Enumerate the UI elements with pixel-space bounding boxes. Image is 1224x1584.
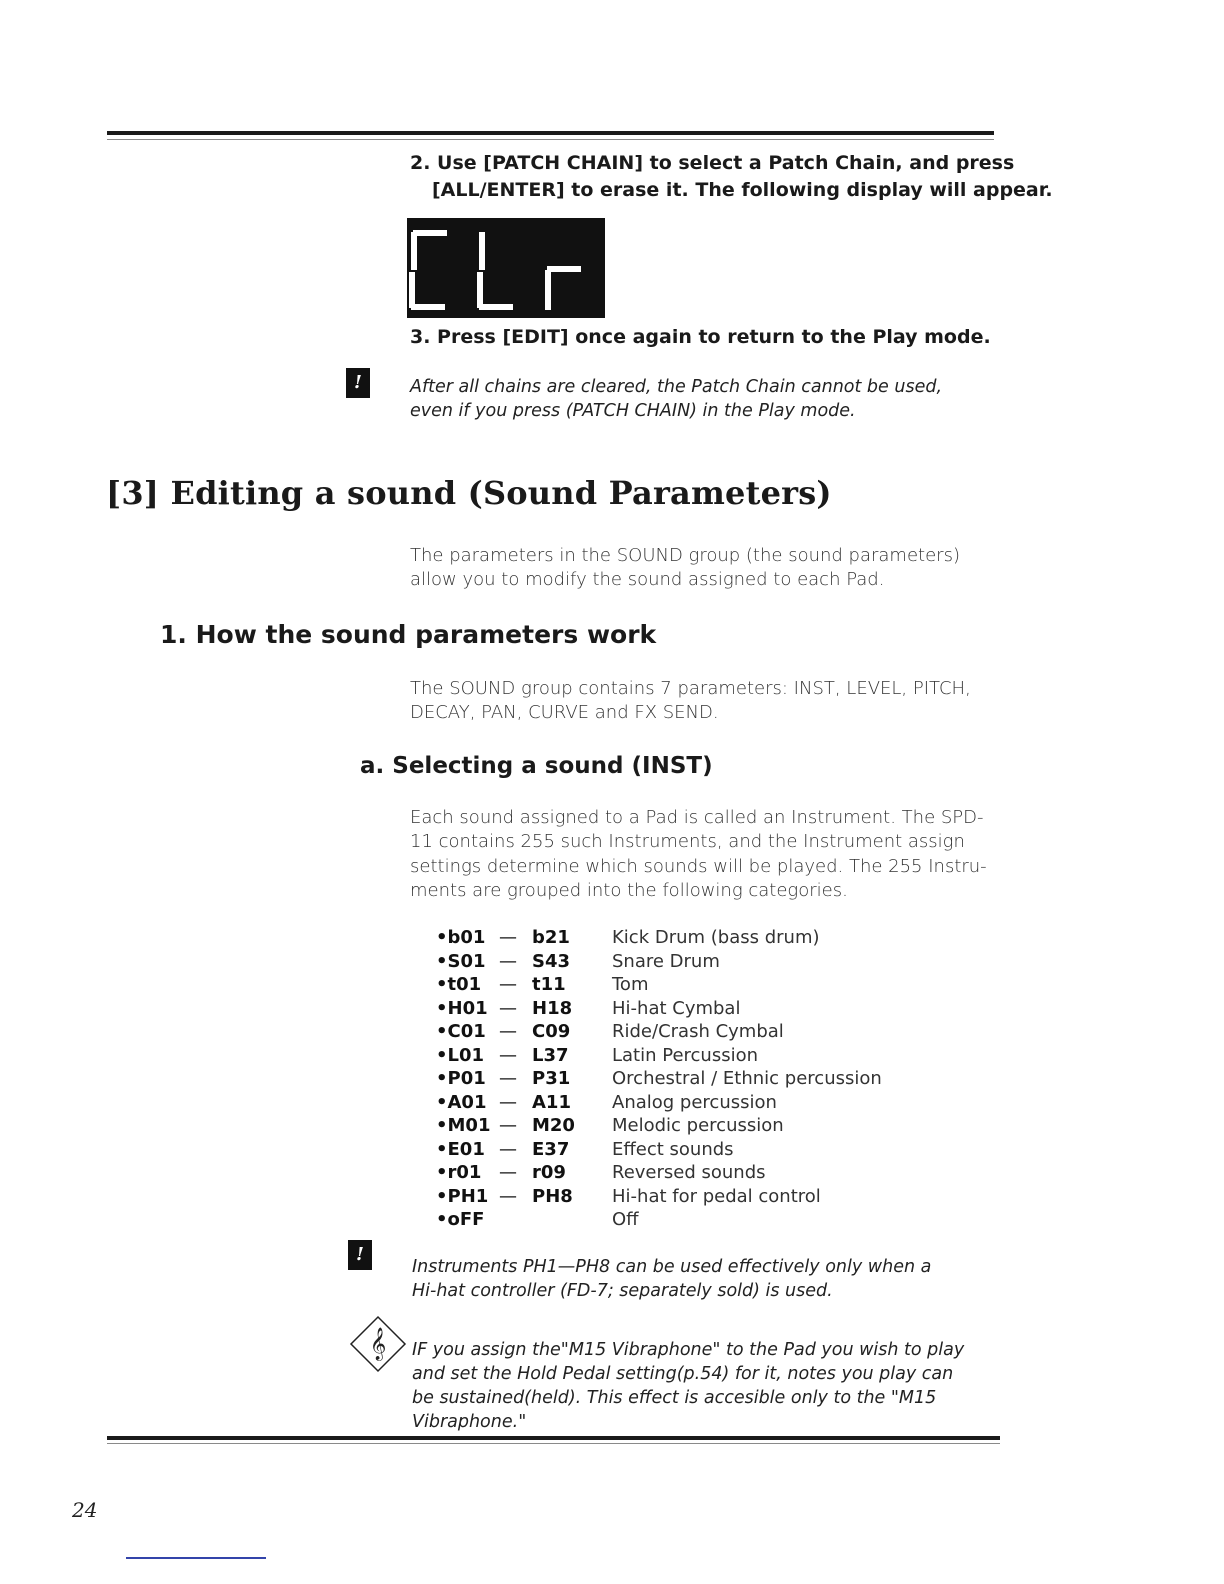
note-1-line-1: After all chains are cleared, the Patch Chain cannot be used, <box>410 377 943 397</box>
lcd-seg <box>479 304 513 310</box>
range-dash: — <box>499 1162 517 1183</box>
category-description: Effect sounds <box>612 1138 734 1160</box>
subsection-text-line-2: DECAY, PAN, CURVE and FX SEND. <box>410 702 719 723</box>
range-start: •t01 <box>436 974 482 995</box>
section-intro-line-1: The parameters in the SOUND group (the sound parameters) <box>410 545 960 566</box>
category-description: Reversed sounds <box>612 1162 766 1183</box>
range-end: A11 <box>532 1091 571 1113</box>
range-start: •H01 <box>436 997 488 1019</box>
top-rule <box>107 131 994 135</box>
range-end: PH8 <box>532 1185 573 1207</box>
range-start: •L01 <box>436 1044 485 1066</box>
note-2-line-1: Instruments PH1—PH8 can be used effectively only when a <box>412 1257 932 1277</box>
range-end: t11 <box>532 974 566 995</box>
category-description: Tom <box>612 974 649 995</box>
bottom-rule-thin <box>107 1443 1000 1444</box>
tip-line-1: IF you assign the"M15 Vibraphone" to the Pad you wish to play <box>412 1340 965 1360</box>
range-end: M20 <box>532 1115 575 1136</box>
range-dash: — <box>499 1091 517 1113</box>
range-dash: — <box>499 950 517 972</box>
range-start: •r01 <box>436 1162 482 1183</box>
category-description: Off <box>612 1209 639 1230</box>
category-description: Snare Drum <box>612 950 720 972</box>
step-3: 3. Press [EDIT] once again to return to the Play mode. <box>410 326 991 348</box>
range-dash: — <box>499 1068 517 1089</box>
note-1-line-2: even if you press (PATCH CHAIN) in the Play mode. <box>410 401 856 421</box>
lcd-seg <box>411 304 445 310</box>
range-dash: — <box>499 1185 517 1207</box>
range-end: S43 <box>532 950 571 972</box>
category-description: Analog percussion <box>612 1091 777 1113</box>
subsubsection-text-line-2: 11 contains 255 such Instruments, and the Instrument assign <box>410 831 965 852</box>
range-start: •PH1 <box>436 1185 489 1207</box>
range-start: •S01 <box>436 950 486 972</box>
section-title: [3] Editing a sound (Sound Parameters) <box>106 474 832 512</box>
lcd-display <box>407 218 605 318</box>
lcd-digits <box>407 218 605 318</box>
range-end: L37 <box>532 1044 569 1066</box>
range-end: E37 <box>532 1138 570 1160</box>
range-start: •A01 <box>436 1091 487 1113</box>
range-start: •C01 <box>436 1021 486 1042</box>
subsubsection-title: a. Selecting a sound (INST) <box>360 753 713 779</box>
category-description: Melodic percussion <box>612 1115 784 1136</box>
caution-icon: ! <box>346 368 370 398</box>
category-description: Orchestral / Ethnic percussion <box>612 1068 882 1089</box>
range-start: •P01 <box>436 1068 486 1089</box>
category-description: Kick Drum (bass drum) <box>612 927 820 948</box>
note-2-line-2: Hi-hat controller (FD-7; separately sold) is used. <box>412 1281 833 1301</box>
svg-text:𝄞: 𝄞 <box>369 1327 387 1360</box>
lcd-seg <box>547 266 581 272</box>
range-end: P31 <box>532 1068 571 1089</box>
subsection-title: 1. How the sound parameters work <box>160 620 657 649</box>
range-end: b21 <box>532 927 570 948</box>
range-dash: — <box>499 1044 517 1066</box>
range-start: •E01 <box>436 1138 485 1160</box>
section-intro-line-2: allow you to modify the sound assigned to each Pad. <box>410 569 885 590</box>
category-description: Hi-hat for pedal control <box>612 1185 821 1207</box>
step-2-line-2: [ALL/ENTER] to erase it. The following display will appear. <box>432 179 1053 201</box>
lcd-seg <box>545 270 551 310</box>
subsection-text-line-1: The SOUND group contains 7 parameters: INST, LEVEL, PITCH, <box>410 678 971 699</box>
range-start: •M01 <box>436 1115 491 1136</box>
lcd-seg <box>409 272 415 308</box>
range-dash: — <box>499 997 517 1019</box>
page-number: 24 <box>72 1498 98 1522</box>
tip-line-3: be sustained(held). This effect is accesible only to the "M15 <box>412 1388 937 1408</box>
tip-line-2: and set the Hold Pedal setting(p.54) for it, notes you play can <box>412 1364 954 1384</box>
range-dash: — <box>499 1021 517 1042</box>
treble-clef-icon <box>349 1315 407 1373</box>
tip-line-4: Vibraphone." <box>412 1412 527 1432</box>
range-dash: — <box>499 1138 517 1160</box>
lcd-seg <box>479 232 485 270</box>
range-dash: — <box>499 927 517 948</box>
category-description: Ride/Crash Cymbal <box>612 1021 784 1042</box>
lcd-seg <box>411 232 417 270</box>
top-rule-thin <box>107 139 994 140</box>
category-description: Latin Percussion <box>612 1044 759 1066</box>
lcd-seg <box>477 272 483 308</box>
subsubsection-text-line-1: Each sound assigned to a Pad is called an Instrument. The SPD- <box>410 807 984 828</box>
bottom-rule <box>107 1436 1000 1440</box>
footer-underline <box>126 1557 266 1559</box>
range-end: C09 <box>532 1021 571 1042</box>
range-start: •oFF <box>436 1209 485 1230</box>
range-start: •b01 <box>436 927 486 948</box>
lcd-seg <box>413 230 447 236</box>
step-2-line-1: 2. Use [PATCH CHAIN] to select a Patch Chain, and press <box>410 152 1015 174</box>
range-end: r09 <box>532 1162 566 1183</box>
subsubsection-text-line-4: ments are grouped into the following categories. <box>410 880 848 901</box>
range-dash: — <box>499 974 517 995</box>
caution-icon: ! <box>348 1240 372 1270</box>
range-end: H18 <box>532 997 573 1019</box>
subsubsection-text-line-3: settings determine which sounds will be played. The 255 Instru- <box>410 856 987 877</box>
category-description: Hi-hat Cymbal <box>612 997 741 1019</box>
range-dash: — <box>499 1115 517 1136</box>
